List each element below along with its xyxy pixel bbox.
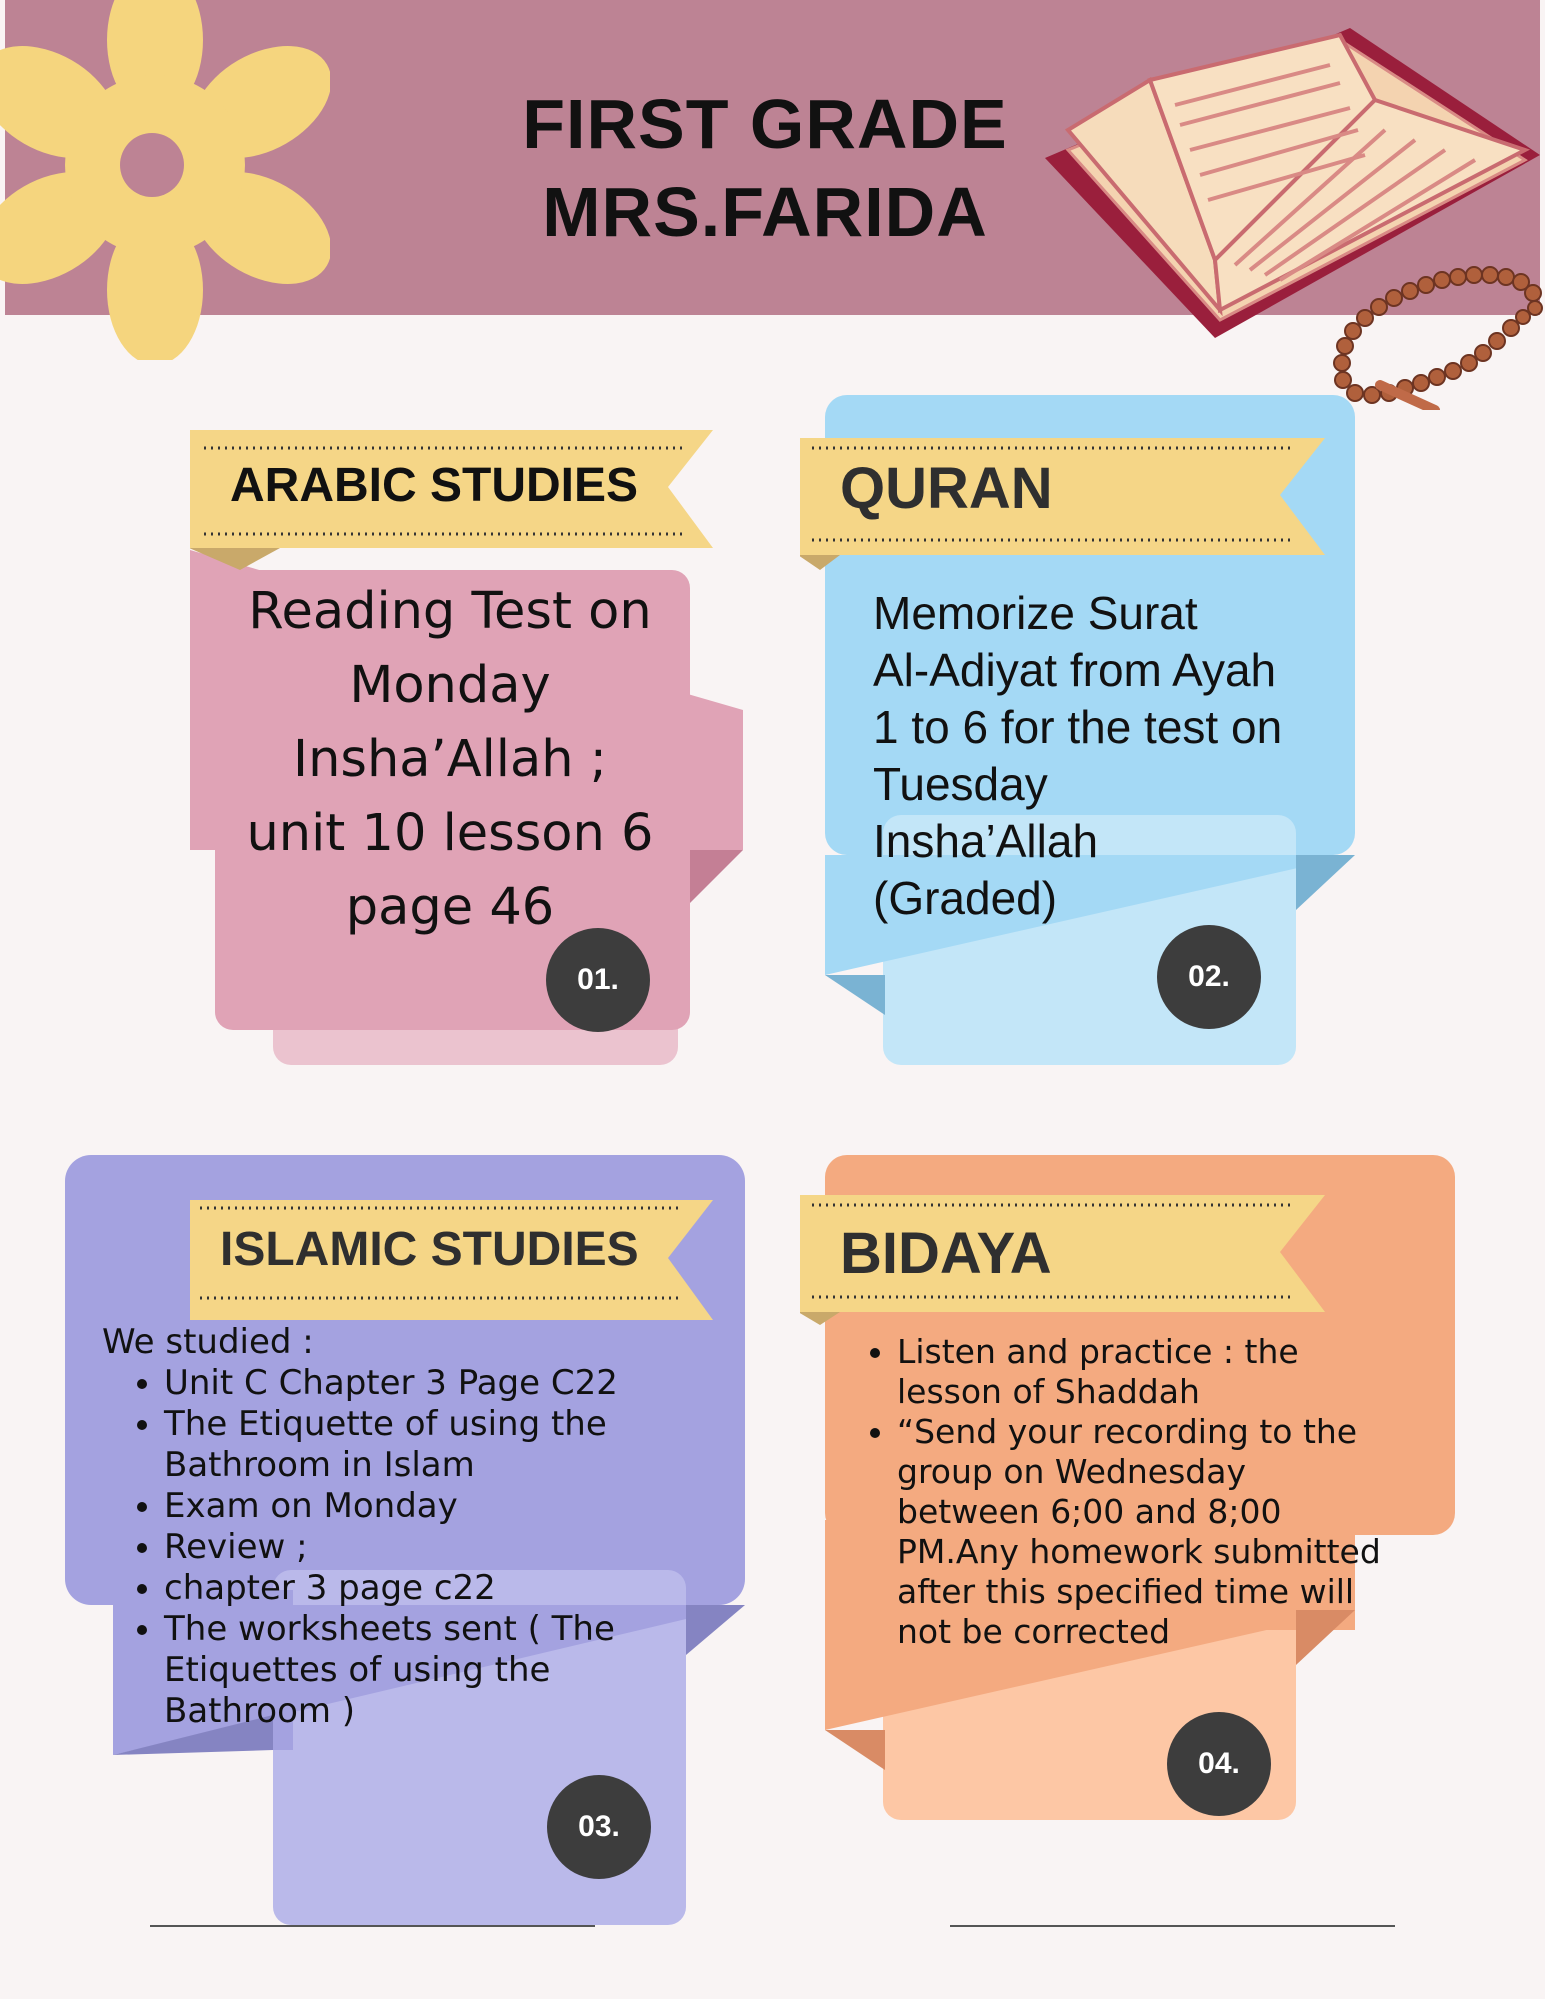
signature-line-left [150,1925,595,1927]
card-1-line: Insha’Allah ; [293,730,607,789]
signature-line-right [950,1925,1395,1927]
list-item: • Review ; [164,1527,662,1568]
card-1-heading: ARABIC STUDIES [230,459,639,512]
card-2-line: Tuesday [873,758,1048,810]
card-1-line: Reading Test on [248,582,652,641]
card-3-intro: We studied : [102,1322,314,1362]
card-2-line: Memorize Surat [873,587,1198,639]
list-item: • chapter 3 page c22 [164,1568,662,1609]
card-4-number-badge: 04. [1167,1712,1271,1816]
card-2-number-badge: 02. [1157,925,1261,1029]
card-3-body [102,1322,662,1732]
card-2-line: 1 to 6 for the test on [873,701,1283,753]
card-2-line: (Graded) [873,872,1058,924]
card-4-body [835,1332,1395,1652]
title-line-teacher: MRS.FARIDA [542,173,988,251]
list-item: • Listen and practice : the lesson of Shaddah [897,1332,1395,1412]
card-4-list [835,1332,1395,1652]
card-1-line: page 46 [345,878,555,937]
card-2-body [873,585,1343,927]
card-2-line: Al-Adiyat from Ayah [873,644,1277,696]
prayer-beads-icon [1325,225,1545,410]
card-4-heading: BIDAYA [840,1221,1052,1286]
list-item: • Unit C Chapter 3 Page C22 [164,1363,662,1404]
title-line-grade: FIRST GRADE [522,85,1008,163]
card-1-line: Monday [349,656,551,715]
card-3-heading: ISLAMIC STUDIES [220,1223,639,1276]
list-item: • “Send your recording to the group on Wednesday between 6;00 and 8;00 PM.Any homework submitted after this specified time will not be corrected [897,1412,1395,1652]
card-1-line: unit 10 lesson 6 [246,804,654,863]
card-1-body [215,575,685,945]
card-1-number-badge: 01. [546,928,650,1032]
list-item: • Exam on Monday [164,1486,662,1527]
page-title [470,80,1060,256]
flower-icon [0,0,330,360]
list-item: • The worksheets sent ( The Etiquettes of using the Bathroom ) [164,1609,662,1732]
card-2-line: Insha’Allah [873,815,1099,867]
card-3-list [102,1363,662,1732]
card-3-number-badge: 03. [547,1775,651,1879]
list-item: • The Etiquette of using the Bathroom in Islam [164,1404,662,1486]
card-2-heading: QURAN [840,456,1053,521]
